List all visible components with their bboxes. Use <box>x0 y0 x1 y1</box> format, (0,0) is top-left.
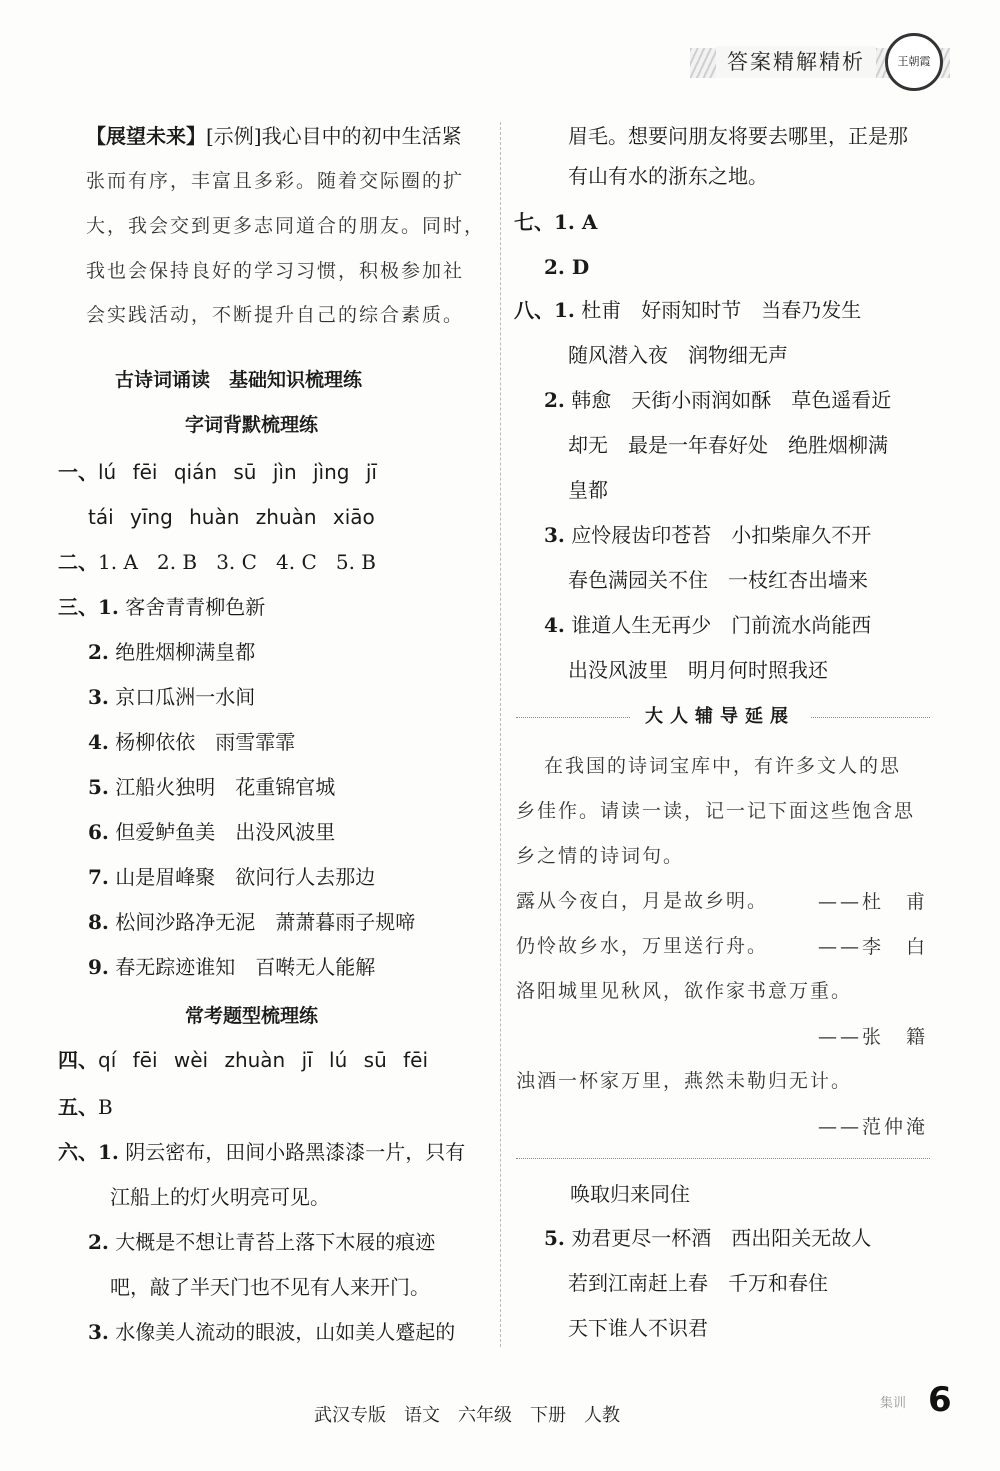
footer-info: 武汉专版 语文 六年级 下册 人教 <box>314 1405 620 1426</box>
question-3-item: 7. 山是眉峰聚 欲问行人去那边 <box>88 865 376 889</box>
poem-line: 浊酒一杯家万里，燕然未勒归无计。 <box>516 1070 853 1092</box>
subsection-title: 常考题型梳理练 <box>185 1005 319 1027</box>
question-3-item: 9. 春无踪迹谁知 百啭无人能解 <box>88 955 376 979</box>
poem-author: ——杜 甫 <box>818 891 929 913</box>
continued-line: 眉毛。想要问朋友将要去哪里，正是那 <box>568 124 908 148</box>
question-6-line: 六、1. 阴云密布，田间小路黑漆漆一片，只有 <box>58 1140 466 1164</box>
subsection-title: 字词背默梳理练 <box>185 414 319 436</box>
question-8-line: 3. 应怜屐齿印苍苔 小扣柴扉久不开 <box>544 523 872 547</box>
question-6-line: 吧，敲了半天门也不见有人来开门。 <box>110 1275 430 1299</box>
question-8-line: 皇都 <box>568 478 608 502</box>
question-8-line: 出没风波里 明月何时照我还 <box>568 658 828 682</box>
continued-line: 唤取归来同住 <box>570 1182 690 1206</box>
poem-author: ——范仲淹 <box>818 1116 929 1138</box>
question-8-line: 2. 韩愈 天街小雨润如酥 草色遥看近 <box>544 388 892 412</box>
continued-line: 有山有水的浙东之地。 <box>568 164 768 188</box>
question-8-line: 天下谁人不识君 <box>568 1316 708 1340</box>
question-3-item: 8. 松间沙路净无泥 萧萧暮雨子规啼 <box>88 910 416 934</box>
question-8-line: 4. 谁道人生无再少 门前流水尚能西 <box>544 613 872 637</box>
question-6-line: 江船上的灯火明亮可见。 <box>110 1185 330 1209</box>
box-intro: 乡佳作。请读一读，记一记下面这些饱含思 <box>516 800 916 822</box>
question-3-item: 5. 江船火独明 花重锦官城 <box>88 775 336 799</box>
question-5: 五、B <box>58 1095 113 1119</box>
question-3-item: 3. 京口瓜洲一水间 <box>88 685 256 709</box>
poem-line: 仍怜故乡水，万里送行舟。 <box>516 935 769 957</box>
question-3-item: 三、1. 客舍青青柳色新 <box>58 595 266 619</box>
question-8-line: 八、1. 杜甫 好雨知时节 当春乃发生 <box>514 298 862 322</box>
question-6-line: 3. 水像美人流动的眼波，山如美人蹙起的 <box>88 1320 456 1344</box>
outlook-line: 大，我会交到更多志同道合的朋友。同时， <box>86 215 486 237</box>
box-intro: 乡之情的诗词句。 <box>516 845 685 867</box>
footer-side-label: 集训 <box>880 1396 907 1411</box>
question-8-line: 春色满园关不住 一枝红杏出墙来 <box>568 568 868 592</box>
question-6-line: 2. 大概是不想让青苔上落下木屐的痕迹 <box>88 1230 436 1254</box>
question-8-line: 若到江南赶上春 千万和春住 <box>568 1271 828 1295</box>
box-title: 大人辅导延展 <box>630 703 810 731</box>
page-number: 6 <box>928 1380 952 1420</box>
outlook-line: 【展望未来】[示例]我心目中的初中生活紧 <box>86 124 462 148</box>
question-7-item: 2. D <box>544 255 590 279</box>
section-title: 古诗词诵读 基础知识梳理练 <box>115 369 363 391</box>
box-bottom-border <box>516 1158 930 1159</box>
outlook-line: 会实践活动，不断提升自己的综合素质。 <box>86 304 465 326</box>
header-title: 答案精解精析 <box>716 46 876 78</box>
question-1-cont: tái yīng huàn zhuàn xiāo <box>88 505 375 529</box>
question-3-item: 2. 绝胜烟柳满皇都 <box>88 640 256 664</box>
poem-line: 露从今夜白，月是故乡明。 <box>516 890 769 912</box>
poem-line: 洛阳城里见秋风，欲作家书意万重。 <box>516 980 853 1002</box>
publisher-logo: 王朝霞 <box>885 33 943 91</box>
outlook-line: 我也会保持良好的学习习惯，积极参加社 <box>86 260 465 282</box>
column-divider <box>500 122 501 1347</box>
question-4: 四、qí fēi wèi zhuàn jī lú sū fēi <box>58 1048 428 1072</box>
question-1: 一、lú fēi qián sū jìn jìng jī <box>58 460 377 484</box>
question-7-item: 七、1. A <box>514 210 598 234</box>
outlook-line: 张而有序，丰富且多彩。随着交际圈的扩 <box>86 170 465 192</box>
question-8-line: 5. 劝君更尽一杯酒 西出阳关无故人 <box>544 1226 872 1250</box>
question-8-line: 随风潜入夜 润物细无声 <box>568 343 788 367</box>
poem-author: ——李 白 <box>818 936 929 958</box>
question-3-item: 4. 杨柳依依 雨雪霏霏 <box>88 730 296 754</box>
question-2: 二、1. A 2. B 3. C 4. C 5. B <box>58 550 376 574</box>
poem-author: ——张 籍 <box>818 1026 929 1048</box>
box-intro: 在我国的诗词宝库中，有许多文人的思 <box>544 755 902 777</box>
question-3-item: 6. 但爱鲈鱼美 出没风波里 <box>88 820 336 844</box>
question-8-line: 却无 最是一年春好处 绝胜烟柳满 <box>568 433 888 457</box>
